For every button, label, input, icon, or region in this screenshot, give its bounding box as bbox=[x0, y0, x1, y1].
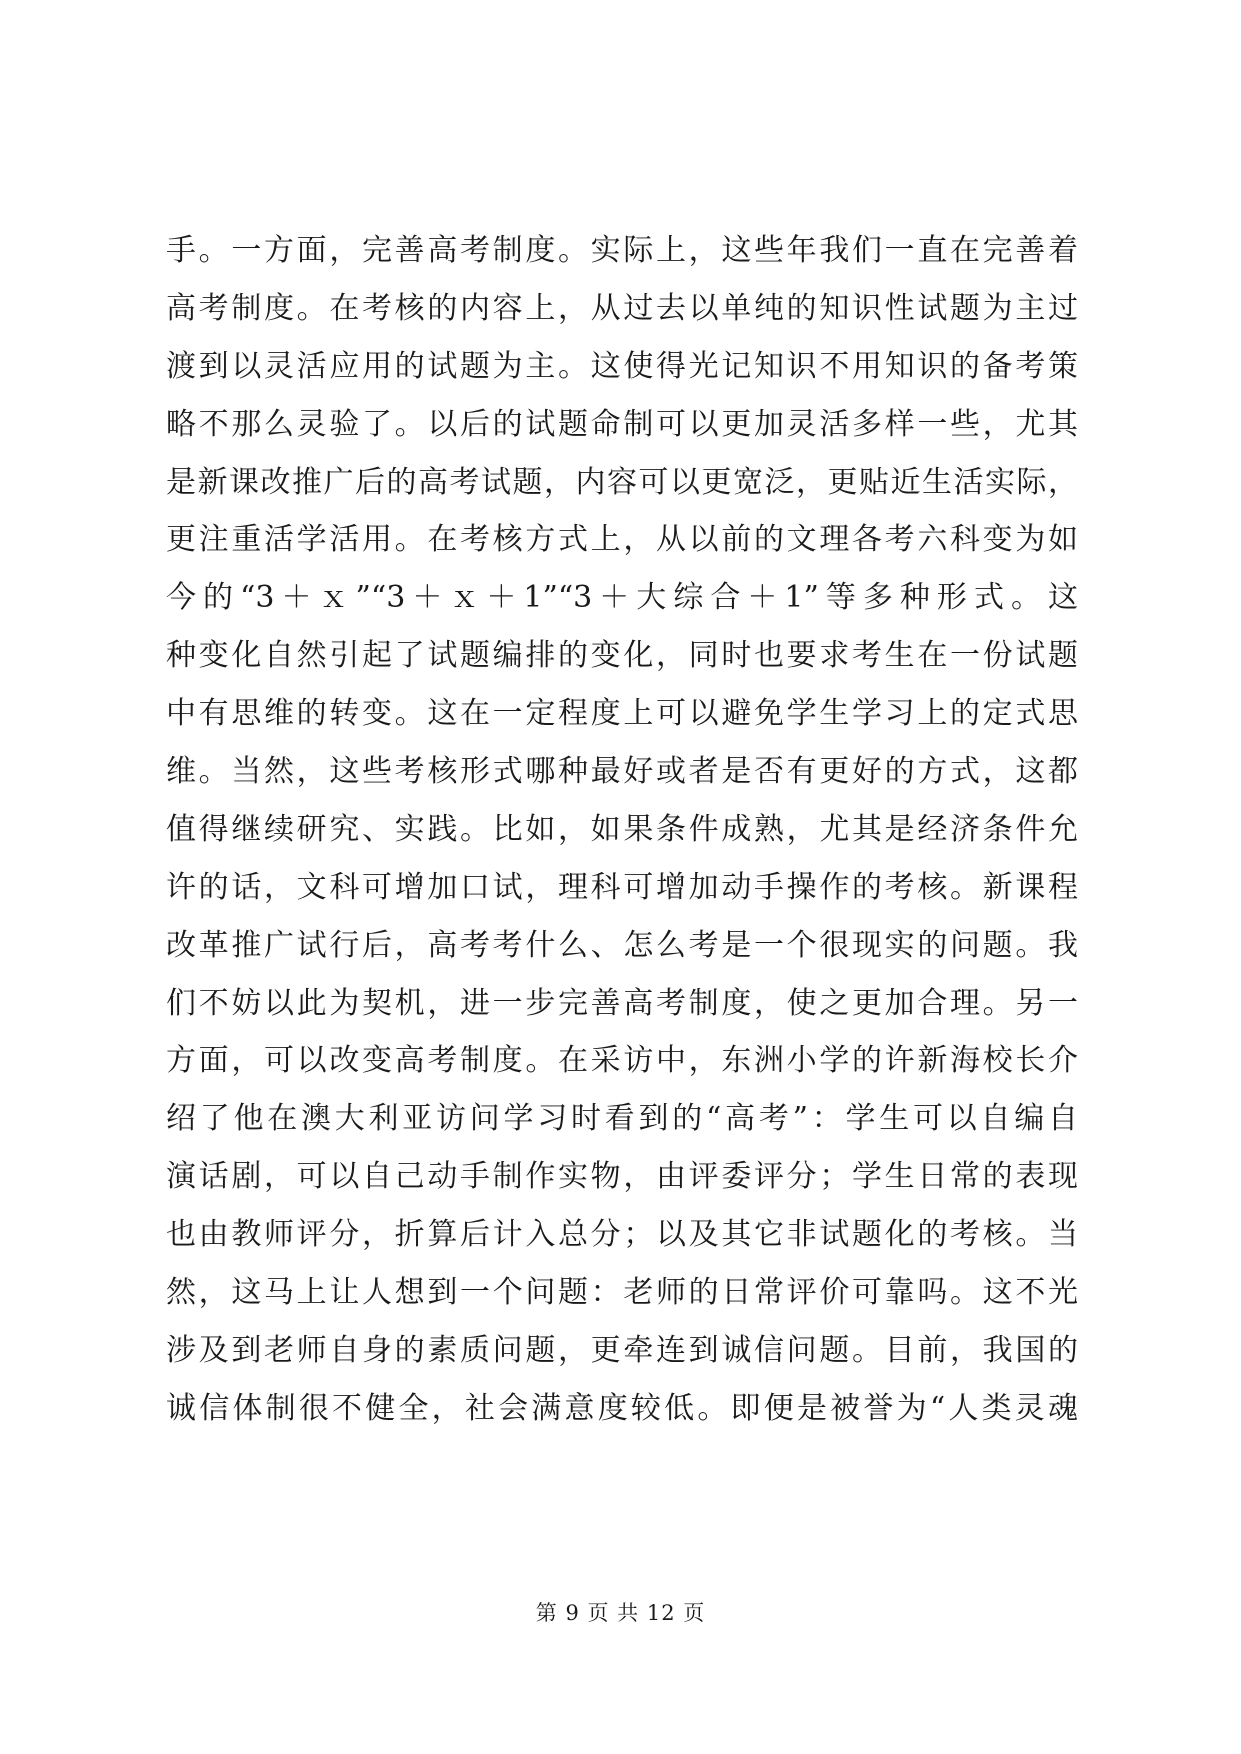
text-line: 值得继续研究、实践。比如，如果条件成熟，尤其是经济条件允 bbox=[166, 811, 1078, 847]
text-line: 中有思维的转变。这在一定程度上可以避免学生学习上的定式思 bbox=[166, 696, 1078, 732]
text-line: 略不那么灵验了。以后的试题命制可以更加灵活多样一些，尤其 bbox=[166, 406, 1078, 442]
text-line: 高考制度。在考核的内容上，从过去以单纯的知识性试题为主过 bbox=[166, 290, 1078, 326]
text-line: 们不妨以此为契机，进一步完善高考制度，使之更加合理。另一 bbox=[166, 985, 1078, 1021]
text-line: 渡到以灵活应用的试题为主。这使得光记知识不用知识的备考策 bbox=[166, 348, 1078, 384]
text-line: 手。一方面，完善高考制度。实际上，这些年我们一直在完善着 bbox=[166, 233, 1078, 268]
text-line: 绍了他在澳大利亚访问学习时看到的“高考”：学生可以自编自 bbox=[166, 1101, 1078, 1137]
body-text bbox=[166, 222, 1078, 1438]
text-line: 维。当然，这些考核形式哪种最好或者是否有更好的方式，这都 bbox=[166, 754, 1078, 790]
text-line: 然，这马上让人想到一个问题：老师的日常评价可靠吗。这不光 bbox=[166, 1275, 1078, 1311]
text-line: 演话剧，可以自己动手制作实物，由评委评分；学生日常的表现 bbox=[166, 1159, 1078, 1195]
page-number-footer: 第 9 页 共 12 页 bbox=[535, 1601, 706, 1625]
text-line: 也由教师评分，折算后计入总分；以及其它非试题化的考核。当 bbox=[166, 1217, 1078, 1253]
text-line: 改革推广试行后，高考考什么、怎么考是一个很现实的问题。我 bbox=[166, 927, 1078, 963]
text-line: 是新课改推广后的高考试题，内容可以更宽泛，更贴近生活实际， bbox=[166, 464, 1078, 500]
text-line: 许的话，文科可增加口试，理科可增加动手操作的考核。新课程 bbox=[166, 869, 1078, 905]
text-line: 诚信体制很不健全，社会满意度较低。即便是被誉为“人类灵魂 bbox=[166, 1390, 1078, 1426]
text-line: 种变化自然引起了试题编排的变化，同时也要求考生在一份试题 bbox=[166, 638, 1078, 674]
text-line: 方面，可以改变高考制度。在采访中，东洲小学的许新海校长介 bbox=[166, 1043, 1078, 1079]
text-line: 今的“3＋ｘ”“3＋ｘ＋1”“3＋大综合＋1”等多种形式。这 bbox=[166, 580, 1078, 616]
text-line: 涉及到老师自身的素质问题，更牵连到诚信问题。目前，我国的 bbox=[166, 1332, 1078, 1368]
text-line: 更注重活学活用。在考核方式上，从以前的文理各考六科变为如 bbox=[166, 522, 1078, 558]
